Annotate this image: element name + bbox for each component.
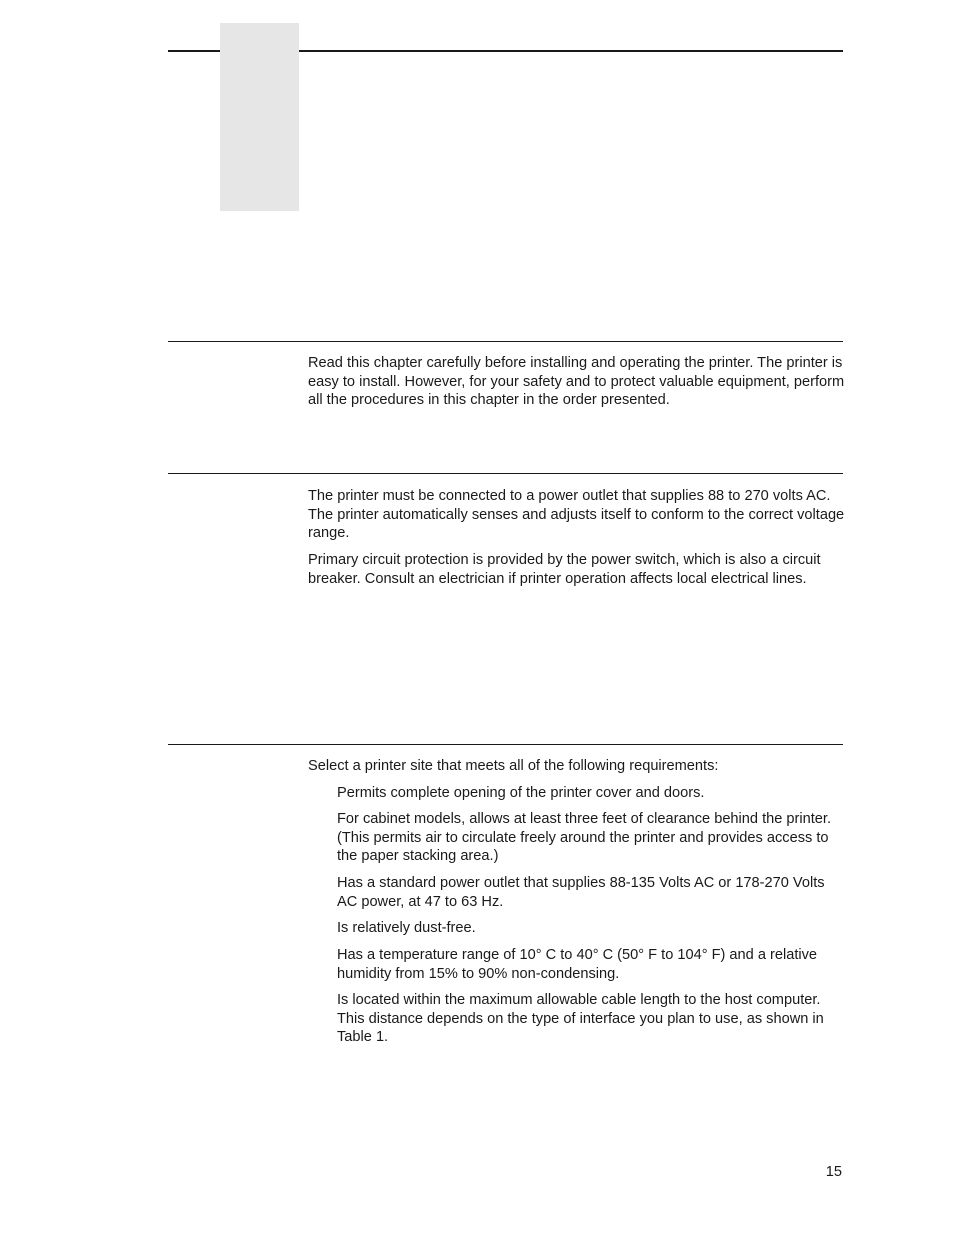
section-divider [168,473,843,474]
section-site-requirements [308,757,848,776]
paragraph: Select a printer site that meets all of the following requirements: [308,758,719,774]
header-rule-right [299,50,843,52]
section-divider [168,744,843,745]
section-power-requirements [308,487,848,543]
page-number: 15 [825,1164,842,1180]
chapter-tab [220,23,299,211]
requirement-item: Has a temperature range of 10° C to 40° C (50° F to 104° F) and a relative humidity from 15% to 90% non-condensing. [337,947,818,982]
paragraph: Read this chapter carefully before installing and operating the printer. The printer is easy to install. However, for your safety and to protect valuable equipment, perform all the procedures in this chapter in the order presented. [308,355,845,409]
requirement-item: Permits complete opening of the printer cover and doors. [337,785,705,801]
section-divider [168,341,843,342]
paragraph: The printer must be connected to a power outlet that supplies 88 to 270 volts AC. The printer automatically senses and adjusts itself to conform to the correct voltage range. [308,488,845,542]
requirement-item: Has a standard power outlet that supplies 88-135 Volts AC or 178-270 Volts AC power, at 47 to 63 Hz. [337,875,825,910]
header-rule-left [168,50,220,52]
section-introduction [308,354,848,410]
requirement-item: Is relatively dust-free. [337,920,476,936]
section-power-requirements-cont [308,551,848,588]
requirement-item: For cabinet models, allows at least three feet of clearance behind the printer. (This permits air to circulate freely around the printer and provides access to the paper stacking area.) [337,811,832,865]
requirement-item: Is located within the maximum allowable cable length to the host computer. This distance depends on the type of interface you plan to use, as shown in Table 1. [337,992,824,1046]
paragraph: Primary circuit protection is provided by the power switch, which is also a circuit breaker. Consult an electrician if printer operation affects local electrical lines. [308,552,821,587]
